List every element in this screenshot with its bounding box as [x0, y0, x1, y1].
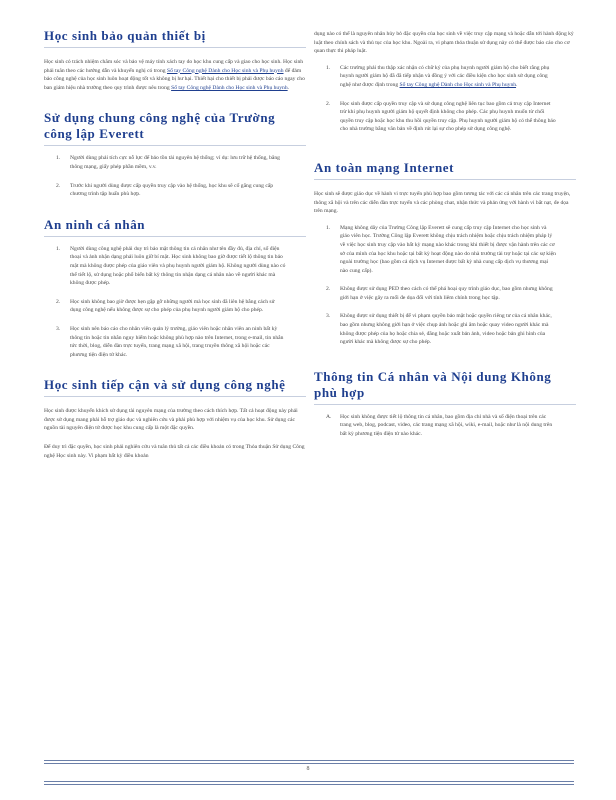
paragraph	[44, 58, 306, 92]
section-heading: An toàn mạng Internet	[314, 160, 576, 180]
item-text: Mạng không dây của Trường Công lập Everett sẽ cung cấp truy cập Internet cho học sinh và giáo viên học. Trường Công lập Everett không chịu trách nhiệm hoặc chịu trách nhiệm pháp lý về việc học sinh truy cập vào bất kỳ mạng nào khác trong khi thiết bị được vận hành trên các cơ sở của mình của học khu hoặc tại bất kỳ hoạt động nào do nhà trường tài trợ hoặc tại các sự kiện ngoài trường học (bao gồm cả dịch vụ Internet được bất kỳ nhà cung cấp dịch vụ thương mại nào cung cấp).	[340, 224, 556, 274]
paragraph: Để duy trì đặc quyền, học sinh phải nghiên cứu và tuân thủ tất cả các điều khoản có trong Thỏa thuận Sử dụng Công nghệ Học sinh này. Vi phạm bất kỳ điều khoản	[44, 444, 305, 459]
list-item	[44, 298, 306, 315]
list-item	[314, 64, 576, 90]
item-text: Học sinh không được tiết lộ thông tin cá nhân, bao gồm địa chỉ nhà và số điện thoại trên các trang web, blog, podcast, video, các trang mạng xã hội, wiki, e-mail, hoặc như là nội dung trên bất kỳ phương tiện điện tử nào khác.	[340, 413, 553, 438]
paragraph: Học sinh sẽ được giáo dục về hành vi trực tuyến phù hợp bao gồm tương tác với các cá nhân trên các trang truyện, thông xã hội và trên các diễn đàn trực tuyến và các phòng chat, nhận thức và phản ứng với hành vi bắt nạt, đe dọa trên mạng.	[314, 190, 571, 215]
right-column	[314, 28, 576, 457]
section-internet-safety	[314, 160, 576, 347]
handbook-link[interactable]: Sổ tay Công nghệ Dành cho Học sinh và Phụ huynh	[166, 67, 284, 74]
numbered-list	[44, 245, 306, 360]
section-personal-info-content	[314, 369, 576, 439]
list-item	[314, 312, 576, 346]
item-number: 1.	[326, 64, 331, 71]
item-number: 1.	[56, 155, 61, 162]
paragraph: Học sinh được khuyến khích sử dụng tài nguyên mạng của trường theo cách thích hợp. Tất cả hoạt động này phải được sử dụng mang phải hỗ trợ giáo dục và nghiên cứu và phải phù hợp với nhiệm vụ của học khu. Sử dụng các nguồn tài nguyên điện tử được học khu cung cấp là một đặc quyền.	[44, 408, 298, 432]
list-item	[44, 182, 306, 199]
list-item	[314, 100, 576, 134]
item-letter: A.	[326, 413, 332, 420]
section-heading: Sử dụng chung công nghệ của Trường công lập Everett	[44, 110, 306, 146]
handbook-link-2[interactable]: Sổ tay Công nghệ Dành cho Học sinh và Phụ huynh	[171, 84, 288, 91]
section-shared-technology-use	[44, 110, 306, 198]
item-text: Không được sử dụng thiết bị để vi phạm quyền bảo mật hoặc quyền riêng tư của cá nhân khác, bao gồm nhưng không giới hạn ở việc chụp ảnh hoặc ghi âm hoặc quay video người khác mà không được phép của họ hoặc chia sẻ, đăng hoặc xuất bản ảnh, video hoặc bản ghi hình của người khác mà không được sự cho phép.	[340, 313, 552, 346]
left-column	[44, 28, 306, 478]
footer-divider	[44, 781, 574, 782]
section-continuation	[314, 30, 576, 134]
section-student-access	[44, 377, 306, 460]
item-number: 2.	[326, 100, 331, 107]
item-text: Người dùng phải tích cực nỗ lực để bảo tồn tài nguyên hệ thống; ví dụ: lưu trữ hệ thống, băng thông mạng, giấy phép phần mềm, v.v.	[70, 155, 280, 170]
item-number: 1.	[56, 245, 61, 252]
numbered-list	[44, 154, 306, 198]
item-text: Học sinh nên báo cáo cho nhân viên quản lý trường, giáo viên hoặc nhân viên an ninh bất kỳ thông tin hoặc tin nhắn nguy hiểm hoặc không phù hợp nào trên Internet, trong e-mail, tin nhắn tức thời, blog, diễn đàn trực tuyến, trang mạng xã hội, trang truyền thông xã hội hoặc các phương tiện điện tử khác.	[70, 325, 284, 358]
page-number: 8	[306, 766, 310, 772]
section-heading: An ninh cá nhân	[44, 217, 306, 237]
list-item	[44, 154, 306, 171]
item-number: 1.	[326, 224, 331, 231]
item-text: Học sinh được cấp quyền truy cập và sử dụng công nghệ liên tục bao gồm cả truy cập Internet trừ khi phụ huynh người giám hộ quyết định không cho phép. Các phụ huynh muốn từ chối quyền truy cập hoặc học khu thu hồi quyền truy cập. Phụ huynh người giám hộ có thể thông báo cho nhà trường bằng văn bản về định rút lại sự cho phép sử dụng công nghệ.	[340, 100, 556, 133]
section-heading: Thông tin Cá nhân và Nội dung Không phù hợp	[314, 369, 576, 405]
item-text: Người dùng công nghệ phải duy trì bảo mật thông tin cá nhân như tên đầy đủ, địa chỉ, số điện thoại và ảnh nhận dạng phải luôn giữ bí mật. Học sinh không bao giờ được tiết lộ thông tin bảo mật mà không được phép của giáo viên và phụ huynh người giám hộ. Không người dùng nào có thể tiết lộ, sử dụng hoặc phổ biến bất kỳ thông tin nhận dạng cá nhân nào về người khác mà không được phép.	[70, 245, 286, 287]
item-number: 2.	[326, 286, 331, 293]
item-text: Trước khi người dùng được cấp quyền truy cập vào hệ thống, học khu sẽ cố gắng cung cấp chương trình tập huấn phù hợp.	[70, 182, 274, 198]
paragraph: dụng nào có thể là nguyên nhân hủy bỏ đặc quyền của học sinh về việc truy cập mạng và hoặc dẫn tới hành động kỷ luật theo chính sách và thủ tục của học khu. Ngoài ra, vi phạm thỏa thuận sử dụng này có thể được báo cáo cho cơ quan thực thi pháp luật.	[314, 31, 574, 55]
item-number: 2.	[56, 298, 61, 305]
footer-divider	[44, 784, 574, 785]
list-item	[44, 245, 306, 288]
section-heading: Học sinh bảo quản thiết bị	[44, 28, 306, 48]
lettered-list	[314, 413, 576, 439]
text-run: .	[287, 84, 290, 91]
item-text: .	[516, 81, 518, 88]
handbook-link[interactable]: Sổ tay Công nghệ Dành cho Học sinh và Phụ huynh	[399, 81, 517, 88]
footer-divider	[44, 763, 574, 764]
list-item	[314, 285, 576, 302]
item-number: 2.	[56, 182, 61, 189]
section-student-device-care	[44, 28, 306, 92]
numbered-list	[314, 224, 576, 347]
footer-divider	[44, 760, 574, 761]
section-personal-security	[44, 217, 306, 360]
list-item	[44, 325, 306, 359]
section-heading: Học sinh tiếp cận và sử dụng công nghệ	[44, 377, 306, 397]
list-item	[314, 224, 576, 276]
list-item	[314, 413, 576, 439]
item-text: Học sinh không bao giờ được hẹn gặp gỡ những người mà học sinh đã liên hệ bằng cách sử dụng công nghệ nếu không được sự cho phép của phụ huynh người giám hộ cho phép.	[70, 298, 275, 314]
item-number: 3.	[56, 325, 61, 332]
item-text: Không được sử dụng PED theo cách có thể phá hoại quy trình giáo dục, bao gồm nhưng không giới hạn ở việc gây ra mối đe dọa đối với tính liêm chính trong học tập.	[340, 286, 553, 301]
text-run: để đảm bảo công nghệ của học sinh luôn hoạt động tốt và không bị hư hại. Thiết hại cho thiết bị phải được báo cáo ngay cho ban giám hiệu nhà trường theo quy trình được nêu trong	[44, 67, 305, 91]
item-number: 3.	[326, 313, 331, 320]
text-run: Học sinh có trách nhiệm chăm sóc và bảo vệ máy tính xách tay do học khu cung cấp và giao cho học sinh. Học sinh phải tuân theo các hướng dẫn và khuyến nghị có trong	[44, 59, 304, 74]
numbered-list	[314, 64, 576, 134]
item-text: Các trường phải thu thập xác nhận có chữ ký của phụ huynh người giám hộ cho biết rằng phụ huynh người giám hộ đã đã tiếp nhận và đồng ý với các điều kiện cho học sinh sử dụng công nghệ như được định trong	[340, 64, 550, 88]
